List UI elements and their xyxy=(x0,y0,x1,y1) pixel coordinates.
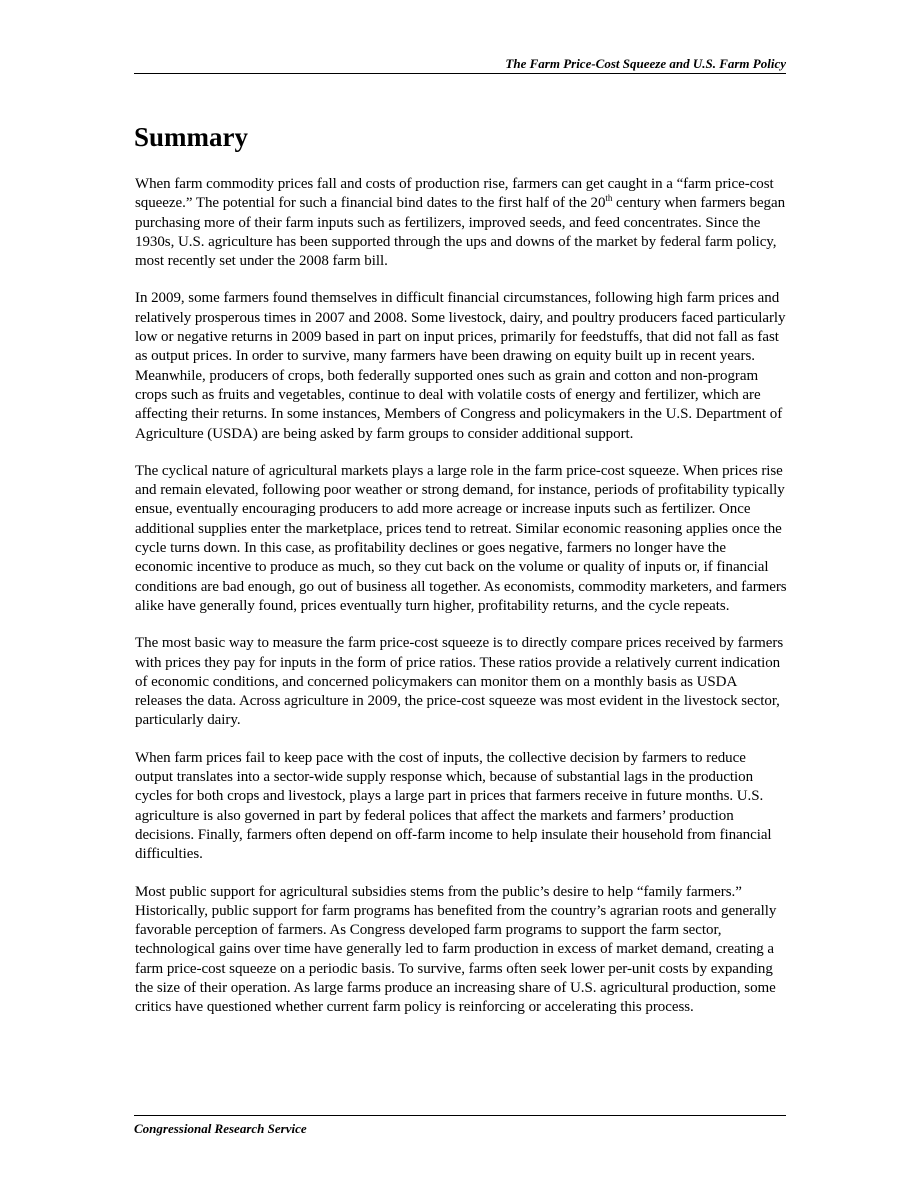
footer-rule xyxy=(134,1115,786,1116)
paragraph-1 xyxy=(135,175,787,271)
paragraph-1-superscript: th xyxy=(605,193,613,204)
paragraph-2: In 2009, some farmers found themselves in difficult financial circumstances, following high farm prices and relatively prosperous times in 2007 and 2008. Some livestock, dairy, and poultry producers faced particularly low or negative returns in 2009 based in part on input prices, primarily for feedstuffs, that did not fall as fast as output prices. In order to survive, many farmers have been drawing on equity built up in recent years. Meanwhile, producers of crops, both federally supported ones such as grain and cotton and non-program crops such as fruits and vegetables, continue to deal with volatile costs of energy and fertilizer, which are affecting their returns. In some instances, Members of Congress and policymakers in the U.S. Department of Agriculture (USDA) are being asked by farm groups to consider additional support. xyxy=(135,290,786,442)
footer-publisher: Congressional Research Service xyxy=(134,1121,307,1136)
header-rule xyxy=(134,73,786,74)
paragraph-1-text-b: century when farmers began purchasing more of their farm inputs such as fertilizers, improved seeds, and feed concentrates. Since the 1930s, U.S. agriculture has been supported through the ups and downs of the market by federal farm policy, most recently set under the 2008 farm bill. xyxy=(135,195,786,270)
paragraph-4: The most basic way to measure the farm price-cost squeeze is to directly compare prices received by farmers with prices they pay for inputs in the form of price ratios. These ratios provide a relatively current indication of economic conditions, and concerned policymakers can monitor them on a monthly basis as USDA releases the data. Across agriculture in 2009, the price-cost squeeze was most evident in the livestock sector, particularly dairy. xyxy=(135,635,784,729)
running-header: The Farm Price-Cost Squeeze and U.S. Farm Policy xyxy=(505,56,786,71)
paragraph-1-text-a: When farm commodity prices fall and costs of production rise, farmers can get caught in a “farm price-cost squeeze.” The potential for such a financial bind dates to the first half of the 20 xyxy=(135,176,774,212)
paragraph-3: The cyclical nature of agricultural markets plays a large role in the farm price-cost squeeze. When prices rise and remain elevated, following poor weather or strong demand, for instance, periods of profitability typically ensue, eventually encouraging producers to add more acreage or increase inputs such as fertilizer. Once additional supplies enter the marketplace, prices tend to retreat. Similar economic reasoning applies once the cycle turns down. In this case, as profitability declines or goes negative, farmers no longer have the economic incentive to produce as much, so they cut back on the volume or quality of inputs or, if financial conditions are bad enough, go out of business all together. As economists, commodity marketers, and farmers alike have generally found, prices eventually turn higher, profitability returns, and the cycle repeats. xyxy=(135,462,787,614)
page-title: Summary xyxy=(134,122,248,152)
summary-body xyxy=(135,175,787,1036)
paragraph-5: When farm prices fail to keep pace with the cost of inputs, the collective decision by farmers to reduce output translates into a sector-wide supply response which, because of substantial lags in the production cycles for both crops and livestock, plays a large part in prices that farmers receive in future months. U.S. agriculture is also governed in part by federal polices that affect the markets and farmers’ production decisions. Finally, farmers often depend on off-farm income to help insulate their household from financial difficulties. xyxy=(135,749,772,863)
paragraph-6: Most public support for agricultural subsidies stems from the public’s desire to help “family farmers.” Historically, public support for farm programs has benefited from the country’s agrarian roots and generally favorable perception of farmers. As Congress developed farm programs to support the farm sector, technological gains over time have generally led to farm production in excess of market demand, creating a farm price-cost squeeze on a periodic basis. To survive, farms often seek lower per-unit costs by expanding the size of their operation. As large farms produce an increasing share of U.S. agricultural production, some critics have questioned whether current farm policy is reinforcing or accelerating this process. xyxy=(135,883,777,1016)
